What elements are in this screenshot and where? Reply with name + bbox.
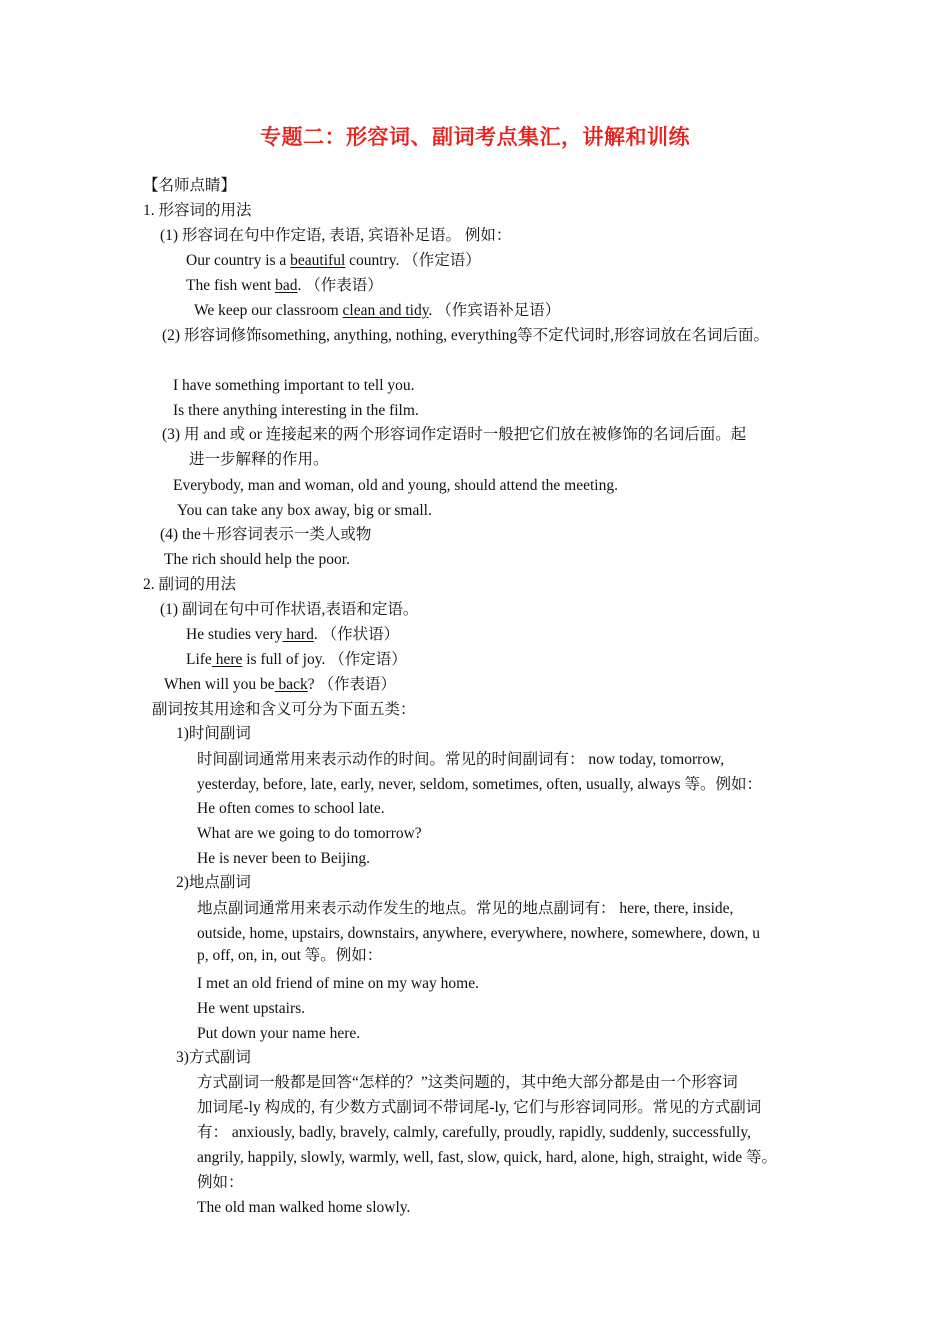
adverb-classes-intro: 副词按其用途和含义可分为下面五类：: [152, 701, 416, 718]
example-line: Is there anything interesting in the film.: [173, 402, 419, 419]
example-line: You can take any box away, big or small.: [177, 502, 432, 519]
example-line: I met an old friend of mine on my way home.: [197, 975, 479, 992]
paragraph-line: angrily, happily, slowly, warmly, well, fast, slow, quick, hard, alone, high, straight, wide 等。: [197, 1149, 777, 1166]
rule-1-1: (1) 形容词在句中作定语, 表语, 宾语补足语。 例如：: [160, 227, 512, 244]
example-line: Our country is a beautiful country. （作定语）: [186, 252, 481, 269]
example-line: I have something important to tell you.: [173, 377, 415, 394]
paragraph-line: 加词尾-ly 构成的, 有少数方式副词不带词尾-ly, 它们与形容词同形。常见的方式副词: [197, 1099, 762, 1116]
section-heading: 【名师点睛】: [143, 177, 237, 194]
example-line: He studies very hard. （作状语）: [186, 626, 400, 643]
example-line: He is never been to Beijing.: [197, 850, 371, 867]
section-1-heading: 1. 形容词的用法: [143, 202, 252, 219]
page-title: 专题二：形容词、副词考点集汇，讲解和训练: [260, 125, 690, 149]
paragraph-line: 方式副词一般都是回答“怎样的？”这类问题的，其中绝大部分都是由一个形容词: [197, 1074, 738, 1091]
paragraph-line: 有： anxiously, badly, bravely, calmly, carefully, proudly, rapidly, suddenly, successfully,: [197, 1124, 751, 1141]
rule-1-4: (4) the＋形容词表示一类人或物: [160, 526, 372, 543]
example-line: He often comes to school late.: [197, 800, 385, 817]
example-line: We keep our classroom clean and tidy. （作宾语补足语）: [194, 302, 561, 319]
paragraph-line: yesterday, before, late, early, never, seldom, sometimes, often, usually, always 等。例如：: [197, 776, 762, 793]
example-line: The old man walked home slowly.: [197, 1199, 411, 1216]
example-line: He went upstairs.: [197, 1000, 306, 1017]
paragraph-line: 时间副词通常用来表示动作的时间。常见的时间副词有： now today, tomorrow,: [197, 751, 725, 768]
section-2-heading: 2. 副词的用法: [143, 576, 237, 593]
rule-1-3-cont: 进一步解释的作用。: [189, 451, 329, 468]
paragraph-line: outside, home, upstairs, downstairs, anywhere, everywhere, nowhere, somewhere, down, u: [197, 925, 761, 942]
rule-1-3: (3) 用 and 或 or 连接起来的两个形容词作定语时一般把它们放在被修饰的名词后面。起: [162, 426, 747, 443]
subsection-place-adverbs: 2)地点副词: [176, 874, 251, 891]
subsection-time-adverbs: 1)时间副词: [176, 725, 251, 742]
paragraph-line: p, off, on, in, out 等。例如：: [197, 947, 383, 964]
subsection-manner-adverbs: 3)方式副词: [176, 1049, 251, 1066]
example-line: When will you be back? （作表语）: [164, 676, 397, 693]
example-line: The rich should help the poor.: [164, 551, 350, 568]
paragraph-line: 例如：: [197, 1174, 244, 1191]
example-line: The fish went bad. （作表语）: [186, 277, 383, 294]
example-line: Life here is full of joy. （作定语）: [186, 651, 407, 668]
example-line: Everybody, man and woman, old and young, should attend the meeting.: [173, 477, 618, 494]
rule-1-2: (2) 形容词修饰something, anything, nothing, everything等不定代词时,形容词放在名词后面。: [162, 327, 770, 344]
example-line: Put down your name here.: [197, 1025, 361, 1042]
rule-2-1: (1) 副词在句中可作状语,表语和定语。: [160, 601, 419, 618]
paragraph-line: 地点副词通常用来表示动作发生的地点。常见的地点副词有： here, there, inside,: [197, 900, 734, 917]
example-line: What are we going to do tomorrow?: [197, 825, 422, 842]
